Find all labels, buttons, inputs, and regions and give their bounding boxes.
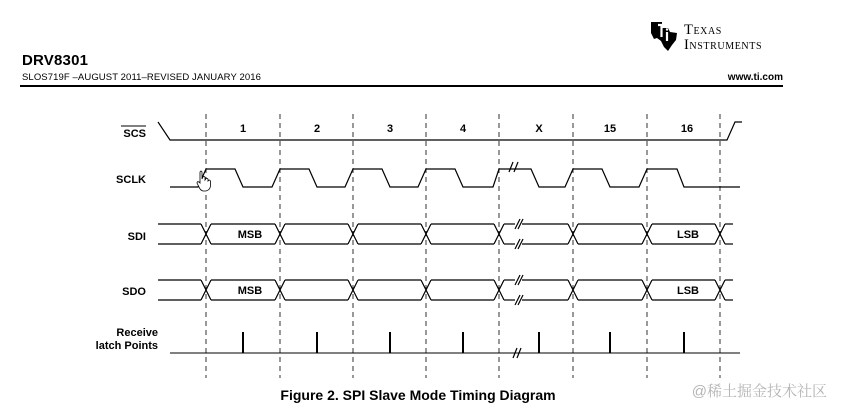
clock-number: 1 — [239, 123, 247, 135]
document-part-number: DRV8301 — [22, 52, 89, 69]
signal-label-sdo: SDO — [122, 286, 146, 298]
sclk-waveform — [170, 169, 740, 187]
sdi-msb-label: MSB — [237, 229, 263, 241]
signal-label-sdi: SDI — [127, 231, 146, 243]
figure-caption: Figure 2. SPI Slave Mode Timing Diagram — [280, 387, 556, 403]
sdi-lsb-label: LSB — [677, 229, 699, 241]
signal-label-sclk: SCLK — [116, 174, 146, 186]
watermark: @稀土掘金技术社区 — [691, 383, 827, 400]
ti-wordmark-line1: Texas — [684, 22, 722, 38]
clock-number: 4 — [459, 123, 467, 135]
signal-label-scs: SCS — [123, 128, 146, 140]
clock-number: 3 — [386, 123, 394, 135]
signal-label-latch-points: latch Points — [95, 340, 158, 352]
clock-number: X — [535, 123, 543, 135]
latch-points — [170, 332, 740, 358]
clock-number: 16 — [680, 123, 694, 135]
ti-wordmark-line2: Instruments — [684, 37, 763, 53]
sclk-break — [509, 162, 518, 172]
sdo-lsb-label: LSB — [677, 285, 699, 297]
website-link[interactable]: www.ti.com — [727, 72, 783, 83]
signal-label-receive: Receive — [116, 327, 158, 339]
document-revision-line: SLOS719F –AUGUST 2011–REVISED JANUARY 2016 — [22, 72, 262, 83]
clock-number: 15 — [603, 123, 617, 135]
sdo-msb-label: MSB — [237, 285, 263, 297]
clock-number: 2 — [313, 123, 321, 135]
